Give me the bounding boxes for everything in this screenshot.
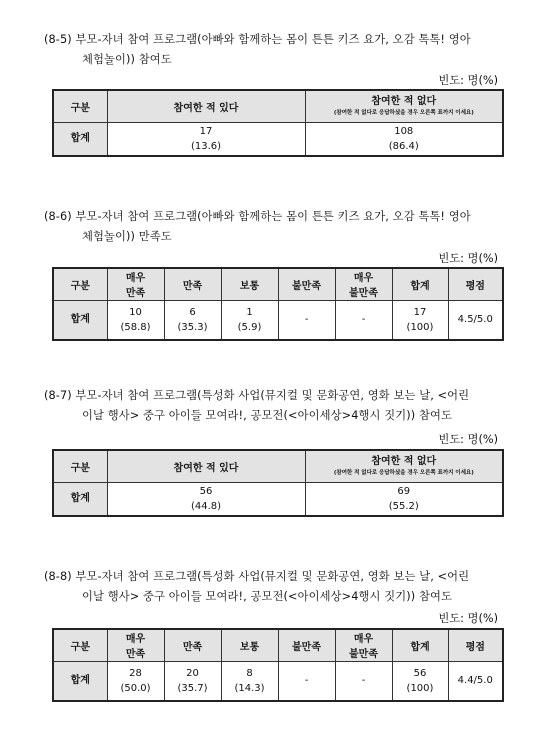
unit-label: 빈도: 명(%) [438,433,498,446]
header-score: 평점 [448,268,503,300]
cell-count: 69 [397,485,411,497]
question-line: (8-8) 부모-자녀 참여 프로그램(특성화 사업(뮤지컬 및 문화공연, 영화 보는 날, <어린 [44,570,470,583]
header-dissatisfied: 불만족 [278,629,335,661]
cell-percent: (44.8) [190,500,222,512]
cell-participated [107,482,305,516]
cell-count: 28 [129,667,142,679]
question-line: 체험놀이)) 참여도 [82,53,172,66]
cell-percent: (50.0) [120,682,151,694]
header-dissatisfied: 불만족 [278,268,335,300]
header-very-dissatisfied [335,268,392,300]
header-label: 참여한 적 없다 [371,95,437,107]
header-total: 합계 [392,268,448,300]
header-line: 불만족 [349,288,378,300]
cell-percent: (35.3) [177,321,208,333]
cell-percent: (58.8) [120,321,151,333]
header-very-satisfied [107,268,164,300]
cell-dissatisfied: - [278,661,335,701]
header-category: 구분 [53,450,107,482]
cell-not-participated [305,122,503,156]
row-label: 합계 [53,300,107,340]
question-line: 이날 행사> 중구 아이들 모여라!, 공모전(<아이세상>4행시 짓기)) 참여도 [82,409,452,422]
cell-satisfied [164,300,221,340]
satisfaction-table-8-6 [52,267,504,341]
cell-score: 4.4/5.0 [448,661,503,701]
participation-table-8-5 [52,89,504,157]
row-label: 합계 [53,482,107,516]
header-participated: 참여한 적 있다 [107,90,305,122]
cell-very-satisfied [107,661,164,701]
unit-label: 빈도: 명(%) [438,74,498,87]
header-category: 구분 [53,268,107,300]
cell-count: 56 [413,667,427,679]
header-line: 만족 [125,288,146,300]
cell-count: 56 [199,485,213,497]
cell-percent: (86.4) [388,140,419,152]
cell-percent: (55.2) [388,500,419,512]
question-line: (8-5) 부모-자녀 참여 프로그램(아빠와 함께하는 몸이 튼튼 키즈 요가, 오감 톡톡! 영아 [44,33,471,46]
cell-dissatisfied: - [278,300,335,340]
cell-percent: (100) [406,682,434,694]
cell-very-dissatisfied: - [335,661,392,701]
cell-not-participated [305,482,503,516]
header-satisfied: 만족 [164,629,221,661]
cell-score: 4.5/5.0 [448,300,503,340]
header-not-participated [305,450,503,482]
question-line: 이날 행사> 중구 아이들 모여라!, 공모전(<아이세상>4행시 짓기)) 참여도 [82,590,452,603]
question-8-5 [44,30,514,70]
header-note: (참여한 적 없다로 응답하셨을 경우 오른쪽 표까지 이세요) [333,469,474,476]
question-line: 체험놀이)) 만족도 [82,230,172,243]
header-category: 구분 [53,90,107,122]
header-label: 참여한 적 없다 [371,455,437,467]
cell-count: 17 [199,125,213,137]
cell-count: 20 [186,667,199,679]
cell-percent: (13.6) [190,140,222,152]
header-line: 불만족 [349,649,378,661]
cell-percent: (100) [406,321,434,333]
question-8-7 [44,386,514,426]
cell-satisfied [164,661,221,701]
cell-count: 108 [394,125,414,137]
cell-total [392,300,448,340]
header-not-participated [305,90,503,122]
header-line: 매우 [353,273,374,285]
cell-total [392,661,448,701]
header-score: 평점 [448,629,503,661]
satisfaction-table-8-8 [52,628,504,702]
question-line: (8-7) 부모-자녀 참여 프로그램(특성화 사업(뮤지컬 및 문화공연, 영화 보는 날, <어린 [44,389,470,402]
question-8-6 [44,207,514,247]
header-category: 구분 [53,629,107,661]
header-line: 매우 [125,273,146,285]
header-note: (참여한 적 없다로 응답하셨을 경우 오른쪽 표까지 이세요) [333,109,474,116]
header-total: 합계 [392,629,448,661]
cell-neutral [221,300,278,340]
header-very-dissatisfied [335,629,392,661]
header-very-satisfied [107,629,164,661]
question-line: (8-6) 부모-자녀 참여 프로그램(아빠와 함께하는 몸이 튼튼 키즈 요가, 오감 톡톡! 영아 [44,210,471,223]
cell-percent: (5.9) [237,321,262,333]
cell-percent: (14.3) [234,682,265,694]
header-neutral: 보통 [221,629,278,661]
cell-count: 10 [129,306,142,318]
cell-count: 8 [246,667,253,679]
cell-count: 1 [246,306,253,318]
participation-table-8-7 [52,449,504,517]
cell-count: 6 [189,306,196,318]
cell-neutral [221,661,278,701]
header-line: 매우 [353,634,374,646]
cell-participated [107,122,305,156]
header-line: 매우 [125,634,146,646]
header-satisfied: 만족 [164,268,221,300]
header-neutral: 보통 [221,268,278,300]
unit-label: 빈도: 명(%) [438,612,498,625]
question-8-8 [44,567,514,607]
cell-count: 17 [413,306,427,318]
unit-label: 빈도: 명(%) [438,252,498,265]
cell-very-dissatisfied: - [335,300,392,340]
cell-percent: (35.7) [177,682,208,694]
cell-very-satisfied [107,300,164,340]
row-label: 합계 [53,661,107,701]
header-line: 만족 [125,649,146,661]
header-participated: 참여한 적 있다 [107,450,305,482]
row-label: 합계 [53,122,107,156]
